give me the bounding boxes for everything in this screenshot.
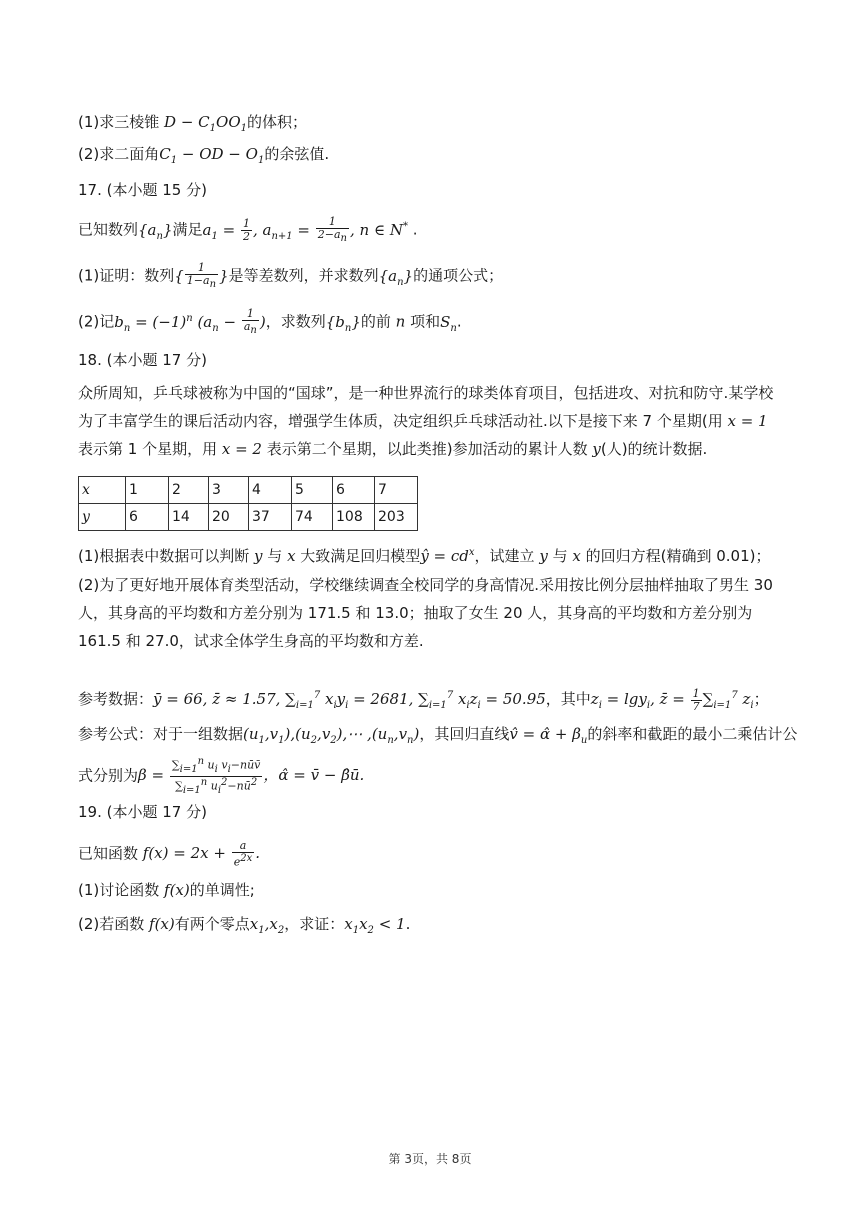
- q19-part1-suffix: 的单调性;: [189, 881, 255, 899]
- q17-header: 17. (本小题 15 分): [78, 181, 207, 199]
- q19-part1: [78, 880, 255, 900]
- q17-part1-seq: { $\frac{1}{1-a_n}$ }: [174, 261, 229, 291]
- q18-ref-formula-line: v̂ = α̂ + $\beta_u$: [509, 725, 588, 746]
- q16-part2: [78, 144, 329, 171]
- math-fx: f(x): [149, 915, 175, 933]
- q19-part2: (2)若函数 f(x)有两个零点$x_1,x_2$，求证：$x_1x_2 < 1$.: [78, 915, 411, 936]
- table-cell: 4: [249, 477, 292, 504]
- q17-part2-suffix: .: [456, 312, 462, 331]
- q17-part2-mid3: 项和: [405, 312, 441, 331]
- q17-part2-sn: $S_n$: [440, 312, 457, 334]
- q17-part2-n: n: [395, 312, 406, 331]
- table-row-y: [79, 504, 418, 531]
- math-x: x: [287, 547, 296, 565]
- q18-paragraph1-a: 众所周知，乒乓球被称为中国的“国球”，是一种世界流行的球类体育项目，包括进攻、对抗和防守.某学校为了丰富学生的课后活动内容，增强学生体质，决定组织乒乓球活动社.以下是接下来 7 个星期(用: [78, 384, 774, 430]
- table-cell: 108: [333, 504, 375, 531]
- q19-part1-prefix: (1)讨论函数: [78, 881, 165, 899]
- q18-ref-formula-2: [78, 756, 364, 797]
- table-cell: 5: [292, 477, 333, 504]
- q17-part2-bn: $b_n = (-1)^n$ ($a_n$ − $\frac{1}{a_n}$ ): [114, 307, 266, 337]
- q18-paragraph1-c: 表示第二个星期，以此类推)参加活动的累计人数: [261, 440, 593, 458]
- q18-ref-formula-line2: 式分别为: [78, 766, 139, 785]
- q18-data-table: [78, 476, 418, 531]
- q19-part2-prefix: (2)若函数: [78, 915, 150, 933]
- q17-intro: 已知数列$\{a_n\}$满足$a_1$ = $\frac{1}{2}$ , $a_{n+1}$ = $\frac{1}{2-a_n}$ , n ∈ N* .: [78, 215, 418, 245]
- q17-part2-mid: ，求数列: [265, 312, 326, 331]
- q18-ref-data-label: 参考数据：: [78, 690, 154, 708]
- q18-ref-data: 参考数据：ȳ = 66, z̄ ≈ 1.57, $\sum_{i=1}^7$ $x_iy_i = 2681$, $\sum_{i=1}^7$ $x_iz_i = 50.95$，其中$z_i = \lg y_i$, z̄ = $\frac{1}{7}$ $\sum_{i=1}^7$ $z_i$；: [78, 686, 769, 713]
- q16-part1: [78, 112, 307, 139]
- table-cell: 74: [292, 504, 333, 531]
- q18-header: 18. (本小题 17 分): [78, 351, 207, 369]
- q18-part1-e: 与: [547, 547, 573, 565]
- table-cell: 37: [249, 504, 292, 531]
- table-cell: 6: [126, 504, 169, 531]
- q17-part1: [78, 262, 503, 293]
- q17-part1-prefix: (1)证明：数列: [78, 266, 175, 285]
- q17-part1-seq-a: $\{a_n\}$: [378, 266, 414, 288]
- math-x: x: [572, 547, 581, 565]
- q16-part1-math: $D - C_1OO_1$: [164, 113, 247, 134]
- math-y: y: [539, 547, 548, 565]
- q16-part2-math: $C_1$ − OD − $O_1$: [159, 145, 265, 166]
- q18-model: ŷ = $cd^x$: [420, 547, 475, 565]
- q17-part1-suffix: 的通项公式；: [413, 266, 504, 285]
- table-cell: 3: [209, 477, 249, 504]
- q18-paragraph1-b: 表示第 1 个星期，用: [78, 440, 222, 458]
- q18-ref-formula-pairs: $(u_1,v_1),(u_2,v_2),\cdots$ $,(u_n,v_n)$: [243, 725, 420, 746]
- q17-seq-a: $\{a_n\}$: [138, 220, 173, 242]
- q18-part1-b: 与: [262, 547, 288, 565]
- q19-function: f(x) = 2x + $\frac{a}{e^{2x}}$ .: [142, 839, 261, 869]
- math-conclusion: $x_1x_2 < 1$: [344, 915, 406, 936]
- q18-ref-formula: [78, 724, 797, 751]
- q17-part2: [78, 308, 462, 339]
- q18-ref-data-math2: $z_i = \lg y_i$, z̄ = $\frac{1}{7}$ $\sum_{i=1}^7$ $z_i$: [590, 686, 754, 713]
- q16-part2-prefix: (2)求二面角: [78, 145, 160, 163]
- q18-ref-formula-mid2: 的斜率和截距的最小二乘估计公: [587, 725, 798, 743]
- q17-intro-prefix: 已知数列: [78, 220, 139, 239]
- q18-part1-c: 大致满足回归模型: [295, 547, 421, 565]
- q18-y-var: y: [592, 440, 601, 458]
- q18-ref-formula-mid: ，其回归直线: [419, 725, 510, 743]
- q17-intro-mid: 满足: [172, 220, 203, 239]
- q16-part1-suffix: 的体积；: [247, 113, 308, 131]
- table-cell: 1: [126, 477, 169, 504]
- q17-recurrence: $a_1$ = $\frac{1}{2}$ , $a_{n+1}$ = $\frac{1}{2-a_n}$ , n ∈ N*: [202, 215, 408, 245]
- math-zeros: $x_1,x_2$: [249, 915, 285, 936]
- q16-part2-suffix: 的余弦值.: [264, 145, 330, 163]
- q18-part1: [78, 543, 770, 566]
- page-footer: 第 3页，共 8页: [388, 1152, 472, 1166]
- q18-part1-a: (1)根据表中数据可以判断: [78, 547, 255, 565]
- q19-part2-mid: 有两个零点: [174, 915, 250, 933]
- table-cell: 7: [375, 477, 418, 504]
- q17-part2-prefix: (2)记: [78, 312, 115, 331]
- q18-ref-formula-label: 参考公式：对于一组数据: [78, 725, 244, 743]
- q18-ref-data-math: ȳ = 66, z̄ ≈ 1.57, $\sum_{i=1}^7$ $x_iy_i = 2681$, $\sum_{i=1}^7$ $x_iz_i = 50.95$: [153, 690, 546, 711]
- table-cell: 14: [169, 504, 209, 531]
- table-cell: 20: [209, 504, 249, 531]
- table-cell: 2: [169, 477, 209, 504]
- q19-part2-mid2: ，求证：: [284, 915, 345, 933]
- q17-part2-mid2: 的前: [360, 312, 396, 331]
- q18-x-eq-1: x = 1: [727, 412, 768, 430]
- q16-part1-prefix: (1)求三棱锥: [78, 113, 165, 131]
- q18-ref-data-mid: ，其中: [545, 690, 591, 708]
- q18-paragraph1: [78, 379, 778, 463]
- q17-part1-mid: 是等差数列，并求数列: [228, 266, 379, 285]
- q17-part2-seq-b: $\{b_n\}$: [325, 312, 361, 334]
- q19-intro: [78, 840, 260, 869]
- table-cell: 6: [333, 477, 375, 504]
- table-row-label: x: [79, 477, 126, 504]
- table-cell: 203: [375, 504, 418, 531]
- q18-x-eq-2: x = 2: [221, 440, 262, 458]
- q18-paragraph1-d: (人)的统计数据.: [600, 440, 708, 458]
- q19-header: 19. (本小题 17 分): [78, 803, 207, 821]
- math-y: y: [254, 547, 263, 565]
- q18-part1-f: 的回归方程(精确到 0.01)；: [580, 547, 771, 565]
- q18-part1-d: ，试建立: [474, 547, 540, 565]
- q18-part2: (2)为了更好地开展体育类型活动，学校继续调查全校同学的身高情况.采用按比例分层抽样抽取了男生 30 人，其身高的平均数和方差分别为 171.5 和 13.0；抽取了女生 20 人，其身高的平均数和方差分别为 161.5 和 27.0，试求全体学生身高的平均数和方差.: [78, 576, 773, 650]
- table-row-label: y: [79, 504, 126, 531]
- q18-ref-formula-beta: β = $\frac{\sum_{i=1}^n u_i v_i-nūv̄}{\sum_{i=1}^n u_i^2-nū^2}$ ，α̂ = v̄ − β̂ū.: [138, 756, 365, 796]
- table-row-x: [79, 477, 418, 504]
- math-fx: f(x): [164, 881, 190, 899]
- q19-intro-text: 已知函数: [78, 844, 143, 863]
